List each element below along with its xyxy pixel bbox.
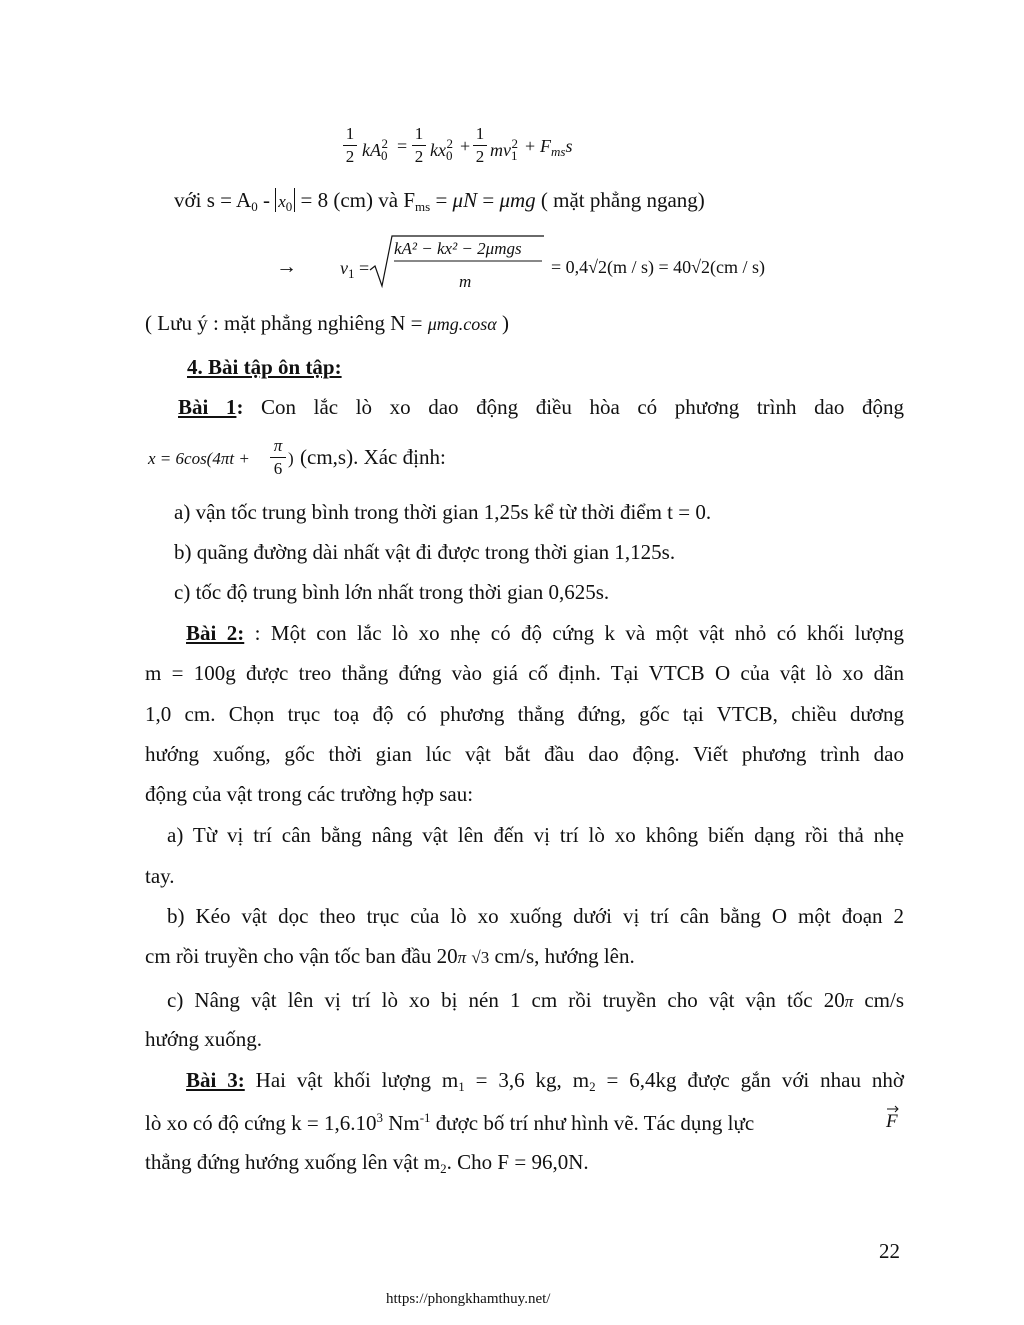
plus-sign: +	[460, 136, 471, 156]
note-inclined-plane: ( Lưu ý : mặt phẳng nghiêng N = μmg.cosα )	[145, 311, 509, 335]
bai3-line-1: Bài 3: Hai vật khối lượng $m_1 = 3,6$ kg, $m_2 = 6,4kg$ được gắn với nhau nhờ	[186, 1068, 904, 1094]
plus-sign-2: +	[525, 136, 536, 156]
bai1-item-b: b) quãng đường dài nhất vật đi được trong thời gian 1,125s.	[174, 540, 676, 564]
equals-sign: =	[397, 136, 408, 156]
fraction-half-2: 1 2	[412, 124, 426, 167]
bai2-line-2: m = 100g được treo thẳng đứng vào giá cố định. Tại VTCB O của vật lò xo dãn	[145, 661, 904, 685]
bai1-eq-lhs: x = 6cos(4πt +	[148, 449, 250, 468]
bai1-units: (cm,s). Xác định:	[300, 445, 446, 469]
term-kx0: $kx_0^2$	[430, 136, 453, 163]
footer-url[interactable]: https://phongkhamthuy.net/	[386, 1291, 551, 1307]
sqrt-numerator: kA² − kx² − 2μmgs	[394, 239, 522, 258]
bai2-case-c-line-1: c) Nâng vật lên vị trí lò xo bị nén 1 cm rồi truyền cho vật vận tốc 20π cm/s	[167, 988, 904, 1012]
bai2-case-c-line-2: hướng xuống.	[145, 1027, 262, 1051]
force-vector-F: F	[886, 1111, 898, 1133]
bai2-line-4: hướng xuống, gốc thời gian lúc vật bắt đầu dao động. Viết phương trình dao	[145, 742, 904, 766]
page-number: 22	[879, 1239, 900, 1263]
fraction-pi-6: π 6	[270, 436, 286, 479]
arrow-icon: →	[276, 254, 297, 278]
bai2-line-5: động của vật trong các trường hợp sau:	[145, 782, 474, 806]
v1-symbol: $v_1$ =	[340, 258, 370, 281]
bai2-label: Bài 2:	[186, 621, 245, 645]
bai1-item-a: a) vận tốc trung bình trong thời gian 1,25s kể từ thời điểm t = 0.	[174, 500, 712, 524]
fraction-half: 1 2	[343, 124, 357, 167]
section-title: 4. Bài tập ôn tập:	[187, 355, 342, 379]
term-Fms-s: $F_{ms}s$	[540, 136, 573, 159]
bai3-label: Bài 3:	[186, 1068, 245, 1092]
bai2-line-3: 1,0 cm. Chọn trục toạ độ có phương thẳng đứng, gốc tại VTCB, chiều dương	[145, 702, 904, 726]
term-mv1: $mv_1^2$	[490, 136, 518, 163]
fraction-half-3: 1 2	[473, 124, 487, 167]
sqrt-denominator: m	[459, 272, 472, 291]
bai1-label: Bài 1	[178, 395, 237, 419]
bai1-item-c: c) tốc độ trung bình lớn nhất trong thời gian 0,625s.	[174, 580, 610, 604]
bai2-case-b-line-2: cm rồi truyền cho vận tốc ban đầu 20π √3 cm/s, hướng lên.	[145, 944, 635, 968]
bai3-line-2: lò xo có độ cứng $k = 1,6.10^3$ $Nm^{-1}$ được bố trí như hình vẽ. Tác dụng lực	[145, 1110, 755, 1135]
line-s-definition: với $s = A_0 - x_0 = 8$ (cm) và $F_{ms} = \mu N = \mu mg$ ( mặt phẳng ngang)	[174, 188, 705, 214]
bai2-case-a-line-2: tay.	[145, 864, 175, 888]
velocity-result: = 0,4√2(m / s) = 40√2(cm / s)	[551, 257, 766, 277]
bai2-case-a-line-1: a) Từ vị trí cân bằng nâng vật lên đến vị trí lò xo không biến dạng rồi thả nhẹ	[167, 823, 904, 847]
bai2-line-1: Bài 2: : Một con lắc lò xo nhẹ có độ cứng k và một vật nhỏ có khối lượng	[186, 621, 904, 645]
bai3-line-3: thẳng đứng hướng xuống lên vật $m_2$. Cho F = 96,0N.	[145, 1150, 589, 1176]
term-kA0: $kA_0^2$	[362, 136, 388, 163]
bai1-intro: Bài 1: Con lắc lò xo dao động điều hòa có phương trình dao động	[178, 395, 905, 419]
vector-arrow-icon	[886, 1105, 900, 1113]
bai1-eq-rhs: )	[288, 449, 294, 468]
bai2-case-b-line-1: b) Kéo vật dọc theo trục của lò xo xuống dưới vị trí cân bằng O một đoạn 2	[167, 904, 904, 928]
